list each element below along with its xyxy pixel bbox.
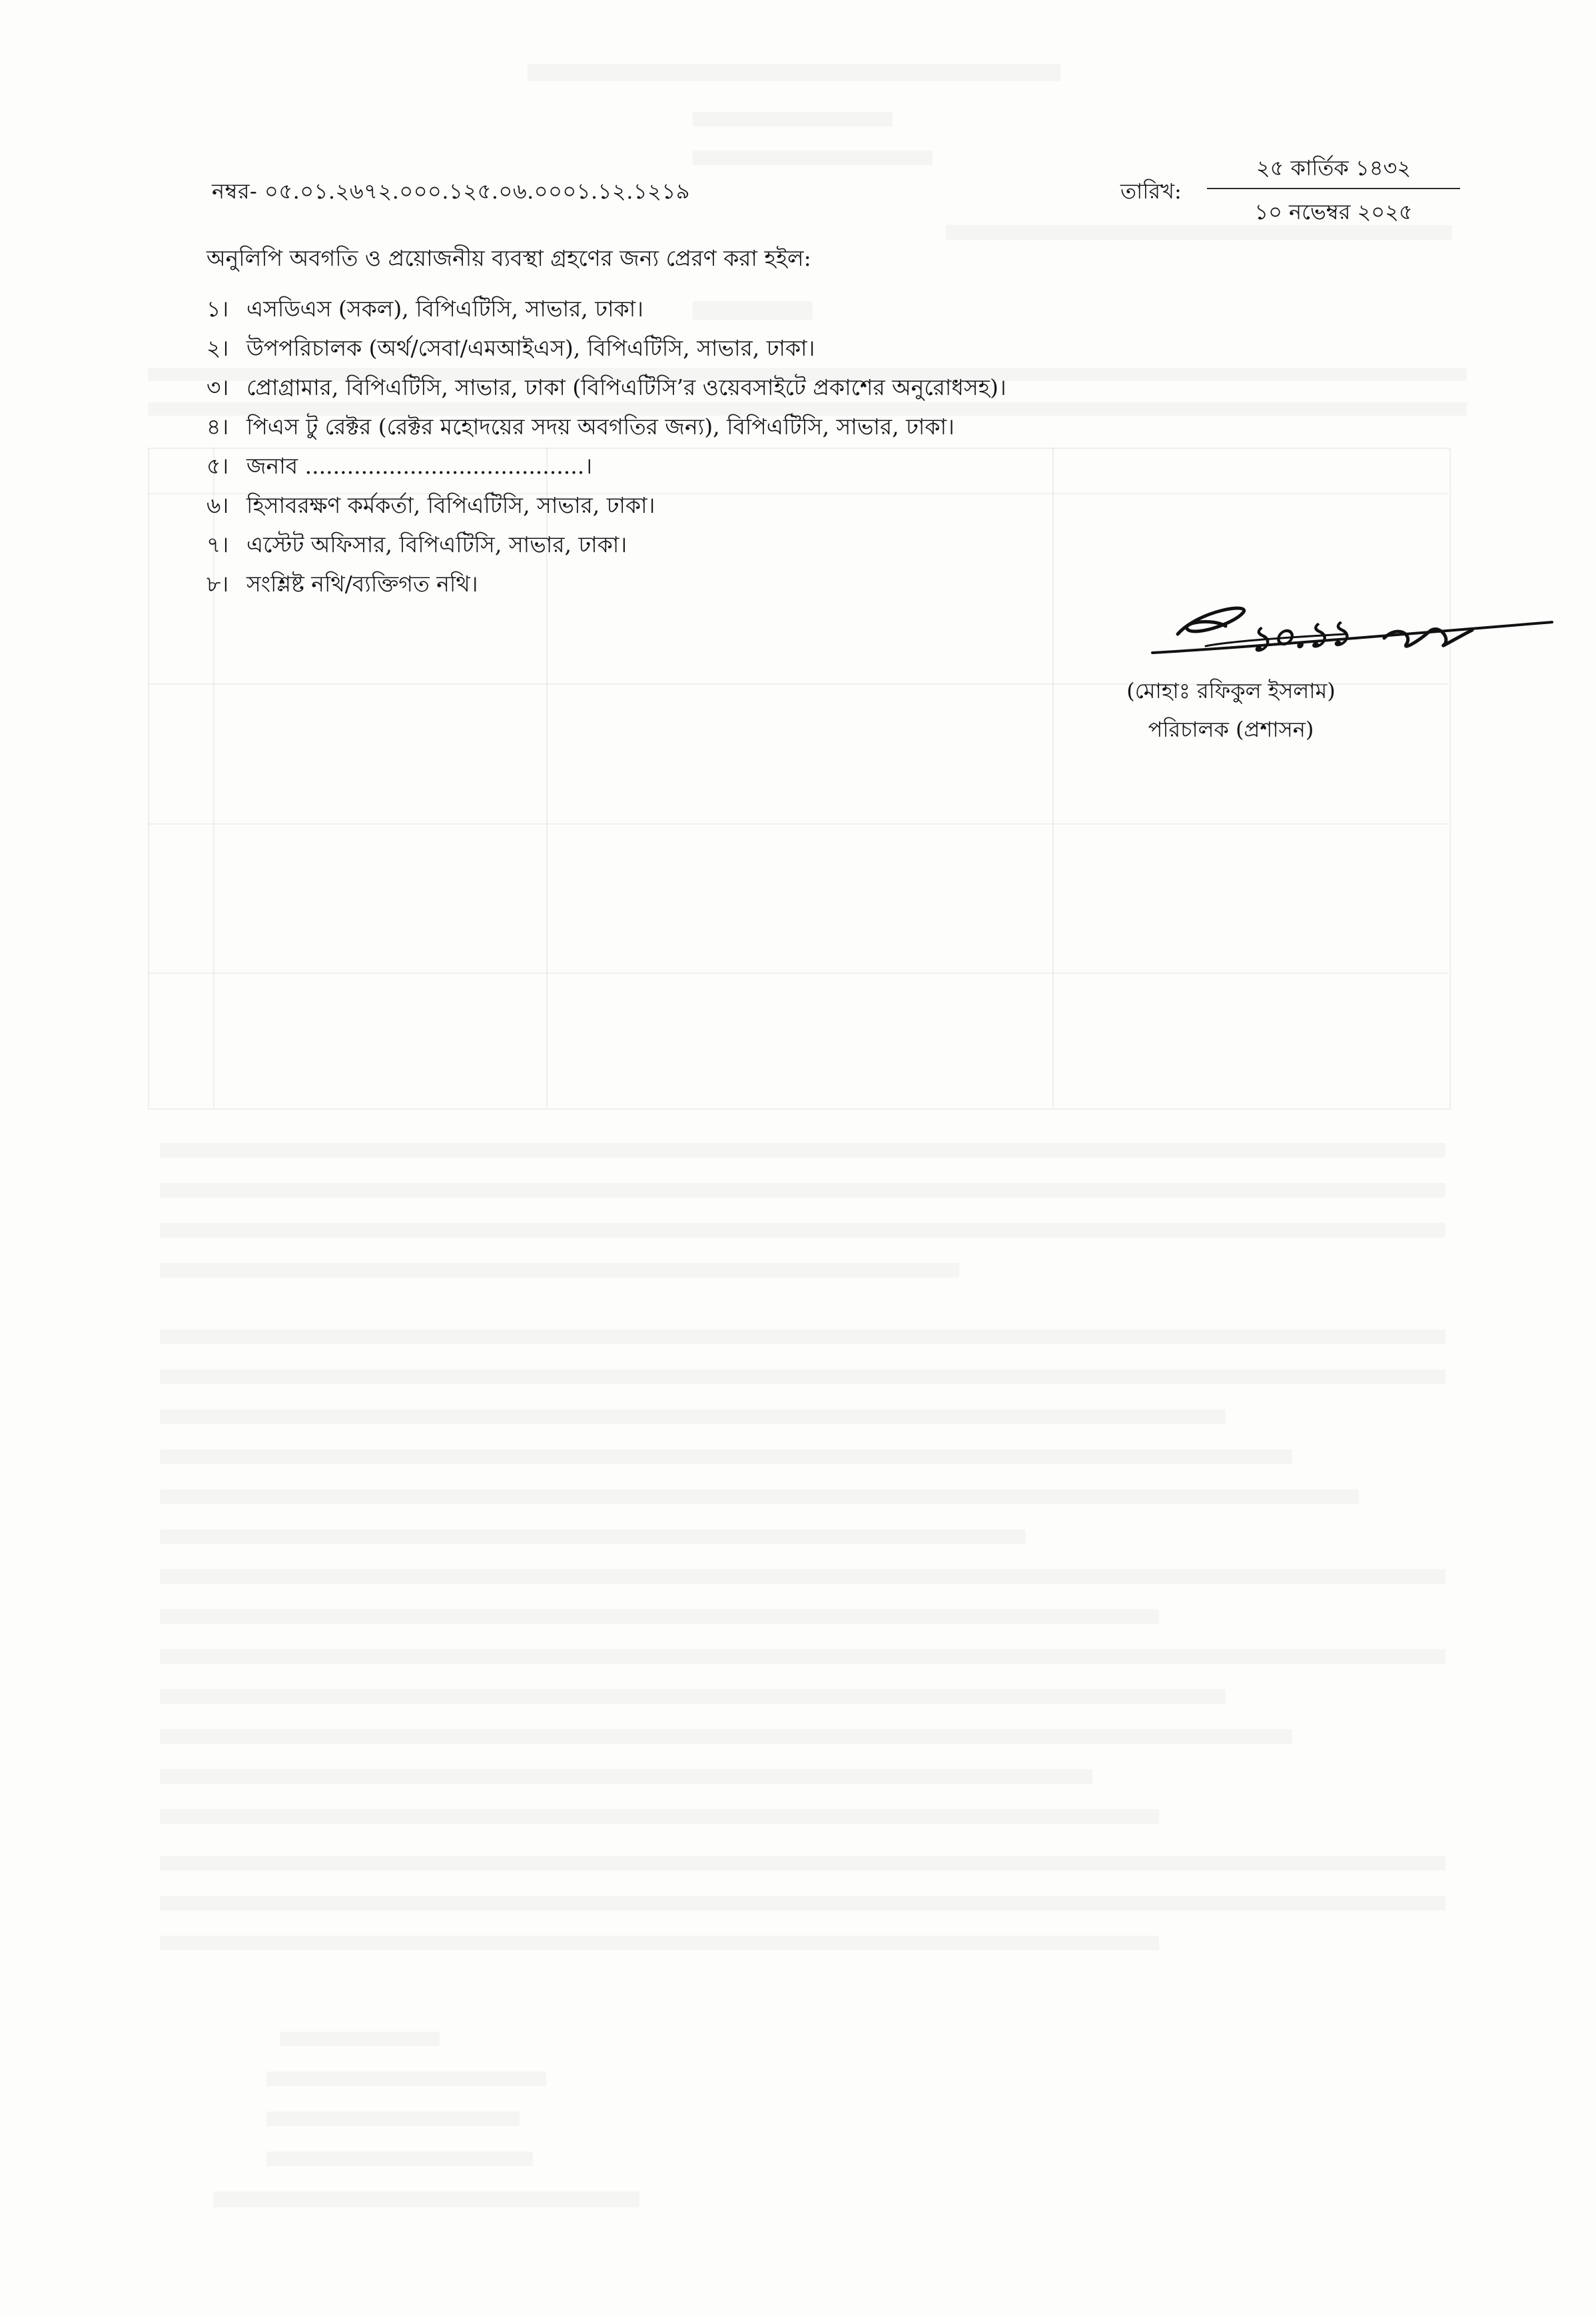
distribution-intro: অনুলিপি অবগতি ও প্রয়োজনীয় ব্যবস্থা গ্রহণের জন্য প্রেরণ করা হইল:	[206, 245, 811, 271]
distribution-item	[206, 328, 1006, 368]
signature-handwritten	[1126, 578, 1565, 685]
distribution-item	[206, 368, 1006, 407]
distribution-item-text: উপপরিচালক (অর্থ/সেবা/এমআইএস), বিপিএটিসি, সাভার, ঢাকা।	[246, 335, 815, 361]
distribution-item-text: সংশ্লিষ্ট নথি/ব্যক্তিগত নথি।	[246, 571, 478, 597]
date-english: ১০ নভেম্বর ২০২৫	[1254, 199, 1413, 224]
distribution-item-number: ৬।	[206, 492, 229, 518]
distribution-item	[206, 564, 1006, 603]
distribution-item-text: জনাব ........................................।	[246, 453, 593, 479]
distribution-item-number: ৭।	[206, 532, 229, 558]
distribution-item-number: ২।	[206, 335, 229, 361]
date-bangla: ২৫ কার্তিক ১৪৩২	[1256, 155, 1411, 181]
distribution-item-text: পিএস টু রেক্টর (রেক্টর মহোদয়ের সদয় অবগতির জন্য), বিপিএটিসি, সাভার, ঢাকা।	[246, 414, 955, 440]
distribution-item	[206, 446, 1006, 486]
signatory-name: (মোহাঃ রফিকুল ইসলাম)	[1126, 678, 1336, 703]
distribution-item-number: ১।	[206, 296, 229, 322]
distribution-item-number: ৫।	[206, 453, 229, 479]
distribution-item	[206, 525, 1006, 564]
distribution-item-text: এসডিএস (সকল), বিপিএটিসি, সাভার, ঢাকা।	[246, 296, 643, 322]
distribution-item-number: ৮।	[206, 571, 229, 597]
memo-number: নম্বর- ০৫.০১.২৬৭২.০০০.১২৫.০৬.০০০১.১২.১২১৯	[212, 179, 690, 204]
distribution-item	[206, 486, 1006, 525]
distribution-item-number: ৪।	[206, 414, 229, 440]
distribution-list	[206, 289, 1006, 603]
date-divider	[1207, 188, 1460, 189]
date-label: তারিখ:	[1120, 179, 1182, 204]
distribution-item	[206, 289, 1006, 328]
distribution-item-text: প্রোগ্রামার, বিপিএটিসি, সাভার, ঢাকা (বিপিএটিসি’র ওয়েবসাইটে প্রকাশের অনুরোধসহ)।	[246, 374, 1006, 400]
distribution-item-number: ৩।	[206, 374, 229, 400]
distribution-item-text: এস্টেট অফিসার, বিপিএটিসি, সাভার, ঢাকা।	[246, 532, 627, 558]
signature-date-text: ১০.১১	[1247, 612, 1352, 660]
signatory-designation: পরিচালক (প্রশাসন)	[1148, 717, 1314, 742]
date-block	[1207, 151, 1460, 228]
distribution-item-text: হিসাবরক্ষণ কর্মকর্তা, বিপিএটিসি, সাভার, ঢাকা।	[246, 492, 655, 518]
distribution-item	[206, 407, 1006, 446]
